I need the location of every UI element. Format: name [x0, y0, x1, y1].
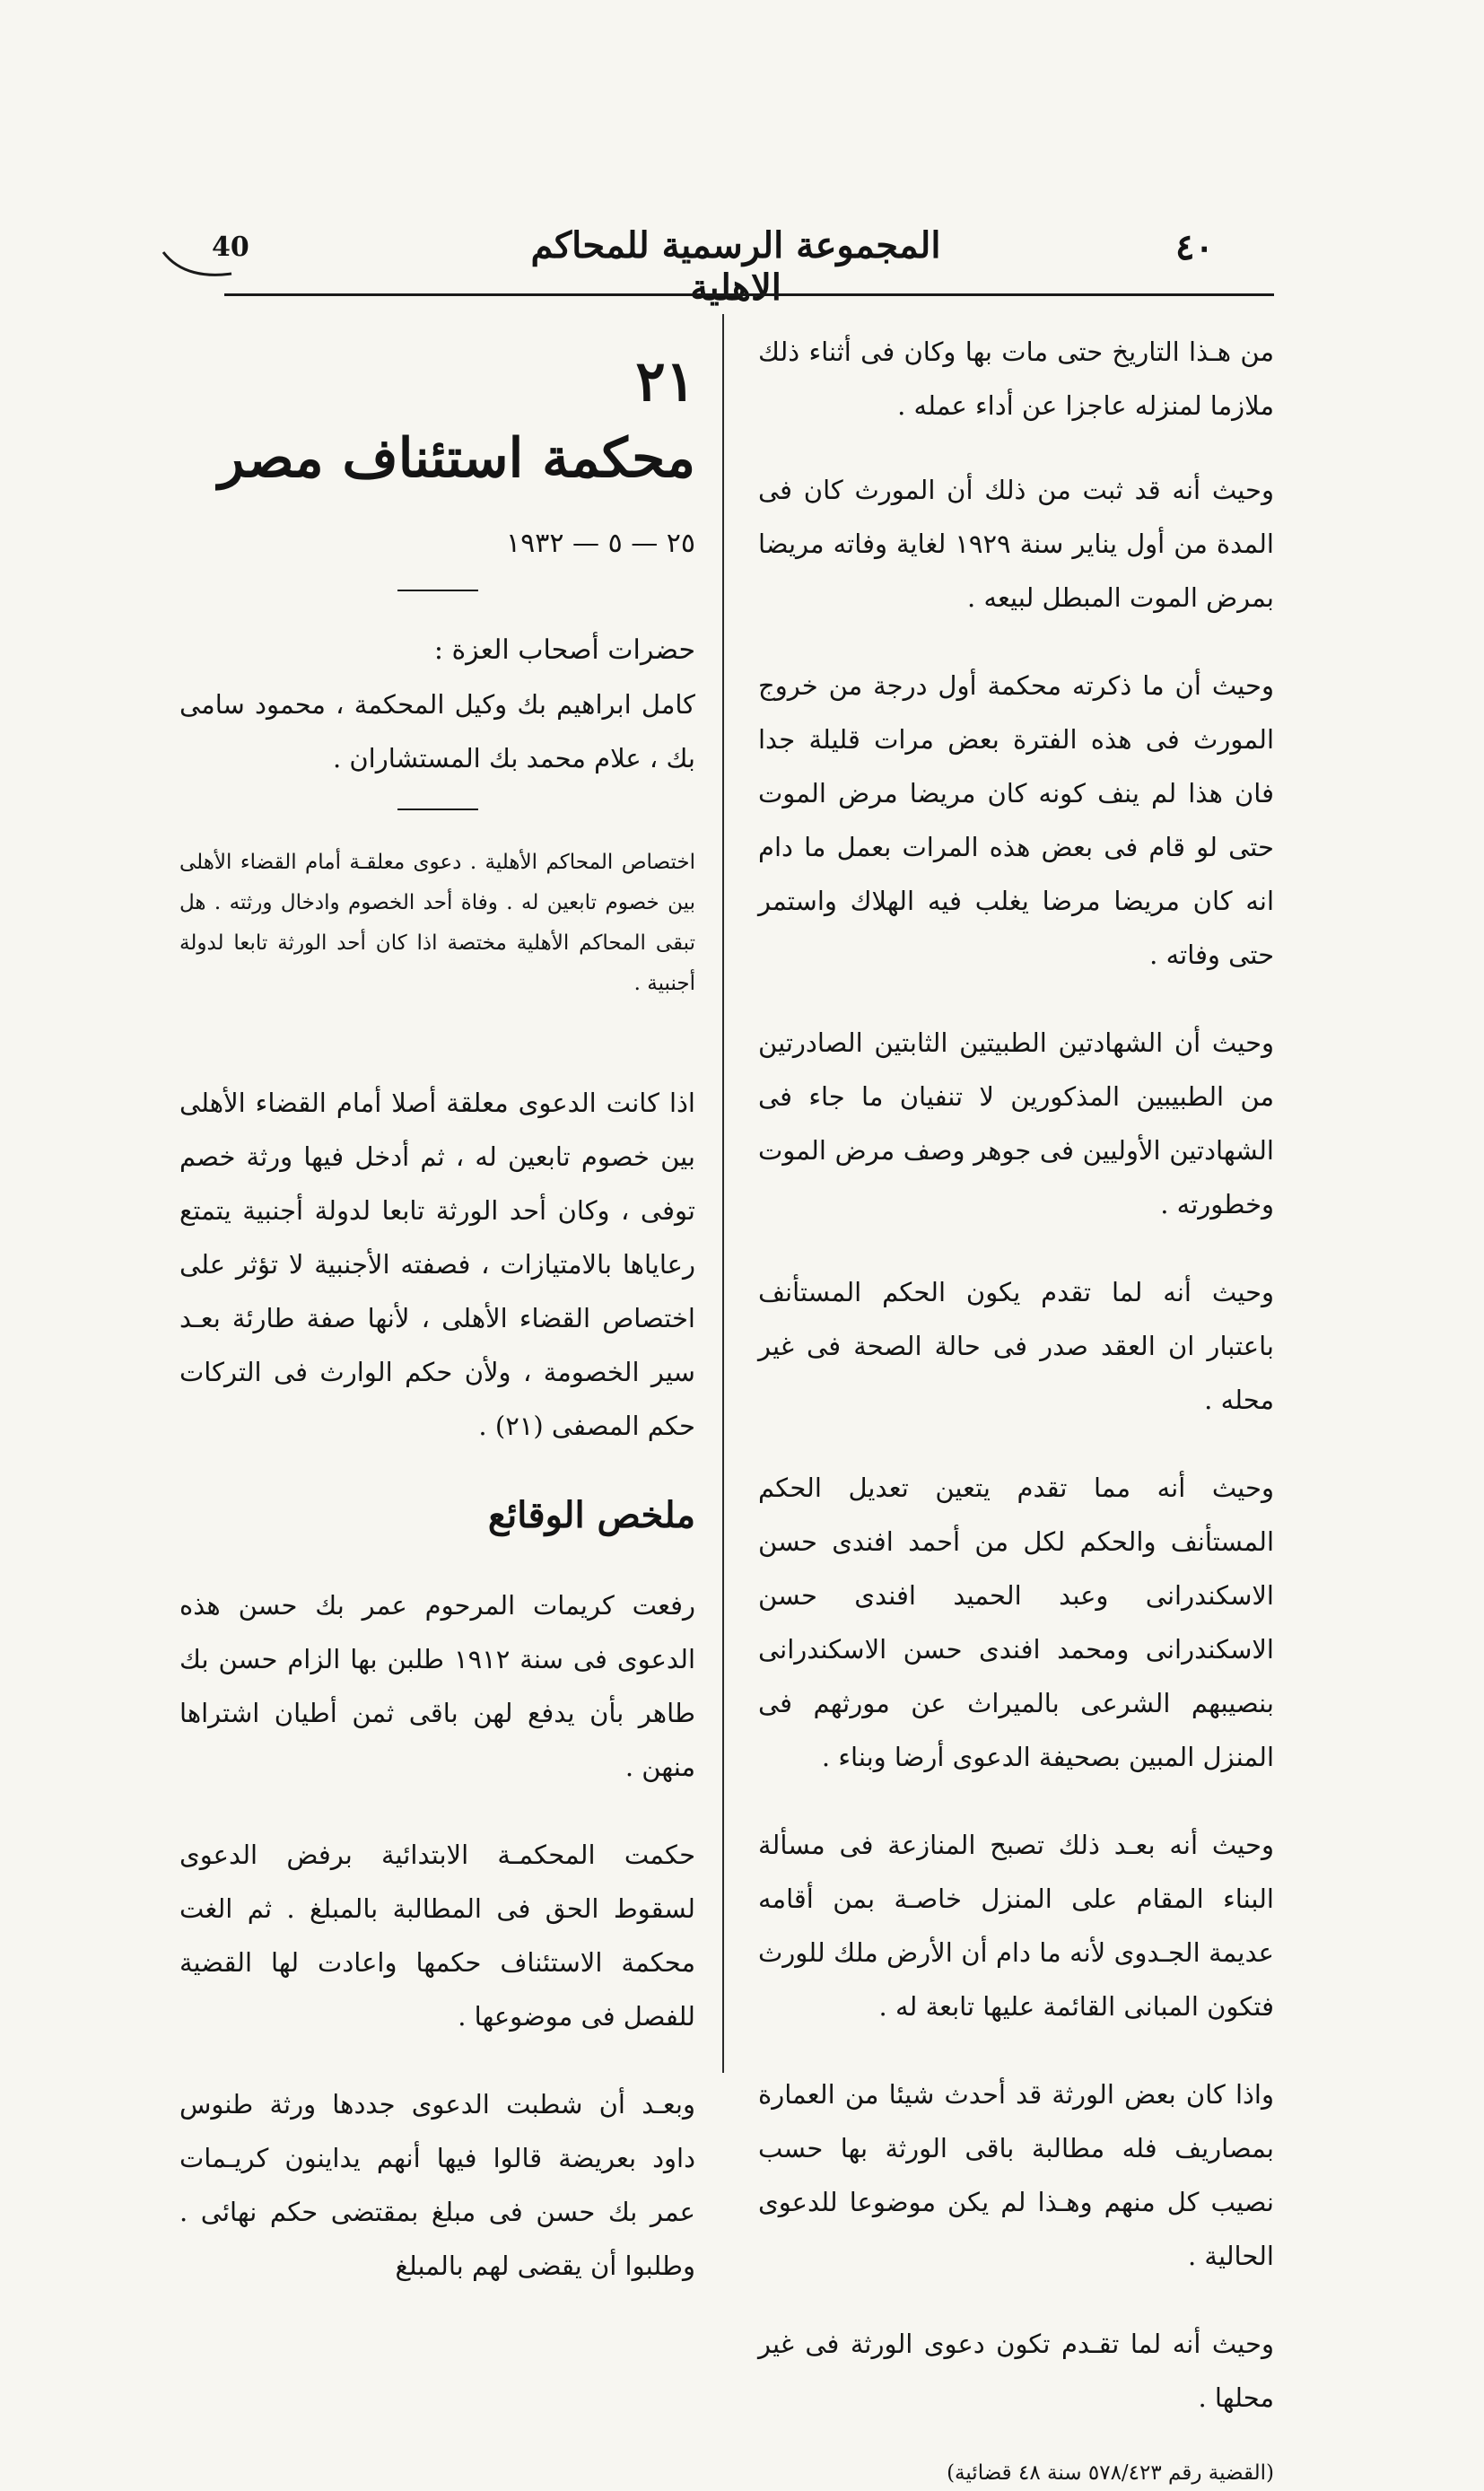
short-rule	[397, 808, 478, 810]
right-paragraph-3: وحيث أن ما ذكرته محكمة أول درجة من خروج المورث فى هذه الفترة بعض مرات قليلة جدا فان هذا لم ينف كونه كان مريضا مرض الموت حتى لو قام فى بعض هذه المرات بعمل ما دام انه كان مريضا مرضا يغلب فيه الهلاك واستمر حتى وفاته .	[758, 670, 1274, 970]
right-paragraph-4: وحيث أن الشهادتين الطبيتين الثابتين الصادرتين من الطبيبين المذكورين لا تنفيان ما جاء فى الشهادتين الأوليين فى جوهر وصف مرض الموت وخطورته .	[758, 1027, 1274, 1219]
column-divider	[722, 314, 724, 2073]
right-paragraph-5: وحيث أنه لما تقدم يكون الحكم المستأنف باعتبار ان العقد صدر فى حالة الصحة فى غير محله .	[758, 1277, 1274, 1415]
facts-paragraph-2: حكمت المحكمـة الابتدائية برفض الدعوى لسقوط الحق فى المطالبة بالمبلغ . ثم الغت محكمة الاستئناف حكمها واعادت لها القضية للفصل فى موضوعها .	[179, 1840, 695, 2032]
running-header-title: المجموعة الرسمية للمحاكم الاهلية	[530, 224, 941, 309]
page-number-arabic: ٤٠	[1175, 226, 1214, 268]
right-column	[758, 325, 1274, 2491]
headnote: اختصاص المحاكم الأهلية . دعوى معلقـة أمام القضاء الأهلى بين خصوم تابعين له . وفاة أحد الخصوم وادخال ورثته . هل تبقى المحاكم الأهلية مختصة اذا كان أحد الورثة تابعا لدولة أجنبية .	[179, 851, 695, 995]
judges-label: حضرات أصحاب العزة :	[433, 634, 695, 666]
case-date: ٢٥ — ٥ — ١٩٣٢	[506, 528, 695, 559]
case-number: ٢١	[635, 348, 695, 414]
court-name: محكمة استئناف مصر	[218, 427, 695, 490]
legal-principle: اذا كانت الدعوى معلقة أصلا أمام القضاء الأهلى بين خصوم تابعين له ، ثم أدخل فيها ورثة خصم توفى ، وكان أحد الورثة تابعا لدولة أجنبية يتمتع رعاياها بالامتيازات ، فصفته الأجنبية لا تؤثر على اختصاص القضاء الأهلى ، لأنها صفة طارئة بعـد سير الخصومة ، ولأن حكم الوارث فى التركات حكم المصفى (٢١) .	[179, 1088, 695, 1441]
left-column	[179, 345, 695, 2327]
right-paragraph-7: وحيث أنه بعـد ذلك تصبح المنازعة فى مسألة البناء المقام على المنزل خاصـة بمن أقامه عديمة الجـدوى لأنه ما دام أن الأرض ملك للورث فتكون المبانى القائمة عليها تابعة له .	[758, 1830, 1274, 2022]
page-number-latin: 40	[212, 232, 249, 263]
case-reference: (القضية رقم ٥٧٨/٤٢٣ سنة ٤٨ قضائية)	[947, 2461, 1274, 2485]
judges-names: كامل ابراهيم بك وكيل المحكمة ، محمود سامى بك ، علام محمد بك المستشاران .	[179, 689, 695, 774]
facts-paragraph-3: وبعـد أن شطبت الدعوى جددها ورثة طنوس داود بعريضة قالوا فيها أنهم يداينون كريـمات عمر بك حسن فى مبلغ بمقتضى حكم نهائى . وطلبوا أن يقضى لهم بالمبلغ	[179, 2089, 695, 2281]
facts-paragraph-1: رفعت كريمات المرحوم عمر بك حسن هذه الدعوى فى سنة ١٩١٢ طلبن بها الزام حسن بك طاهر بأن يدفع لهن باقى ثمن أطيان اشتراها منهن .	[179, 1590, 695, 1782]
short-rule	[397, 590, 478, 591]
right-paragraph-9: وحيث أنه لما تقـدم تكون دعوى الورثة فى غير محلها .	[758, 2329, 1274, 2413]
header-rule	[224, 293, 1274, 296]
facts-heading: ملخص الوقائع	[487, 1494, 695, 1536]
right-paragraph-1: من هـذا التاريخ حتى مات بها وكان فى أثناء ذلك ملازما لمنزله عاجزا عن أداء عمله .	[758, 337, 1274, 421]
right-paragraph-8: واذا كان بعض الورثة قد أحدث شيئا من العمارة بمصاريف فله مطالبة باقى الورثة بها حسب نصيب كل منهم وهـذا لم يكن موضوعا للدعوى الحالية .	[758, 2079, 1274, 2271]
right-paragraph-2: وحيث أنه قد ثبت من ذلك أن المورث كان فى المدة من أول يناير سنة ١٩٢٩ لغاية وفاته مريضا بمرض الموت المبطل لبيعه .	[758, 475, 1274, 613]
right-paragraph-6: وحيث أنه مما تقدم يتعين تعديل الحكم المستأنف والحكم لكل من أحمد افندى حسن الاسكندرانى وعبد الحميد افندى حسن الاسكندرانى ومحمد افندى حسن الاسكندرانى بنصيبهم الشرعى بالميراث عن مورثهم فى المنزل المبين بصحيفة الدعوى أرضا وبناء .	[758, 1473, 1274, 1772]
